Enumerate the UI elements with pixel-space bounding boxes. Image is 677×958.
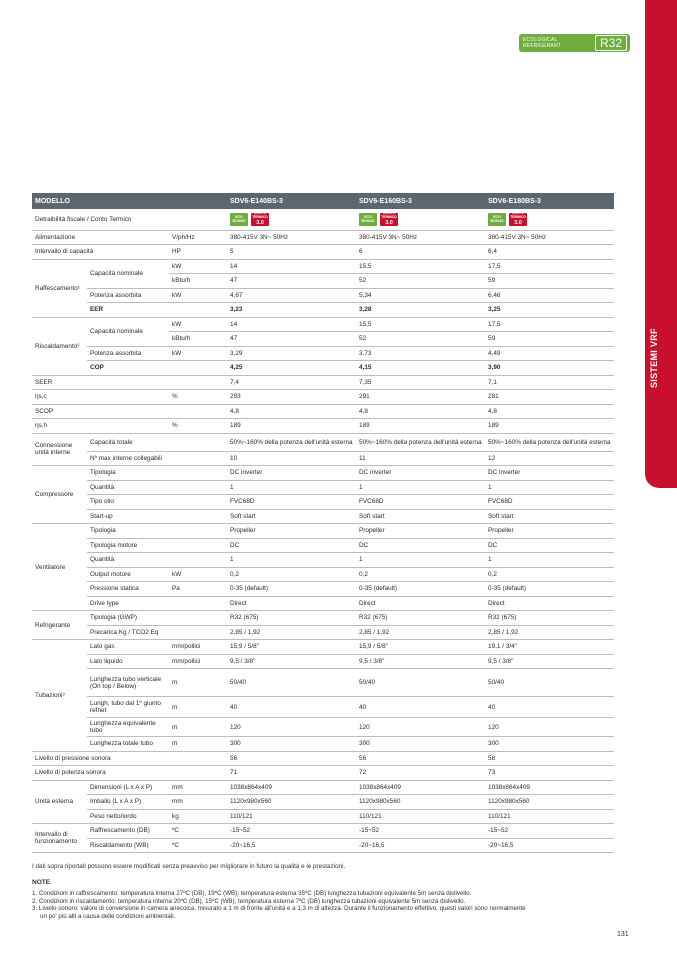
incentive-badges: [230, 213, 354, 226]
table-row: Livello di pressione sonora 56 56 58: [32, 751, 614, 766]
row-label: Detraibilità fiscale / Conto Termico: [32, 209, 227, 230]
notes-list: [32, 890, 612, 920]
group-label: Unità esterna: [32, 780, 87, 824]
table-row: Lunghezza equivalente tubo m 120 120 120: [32, 718, 614, 737]
table-row: Riscaldamento (WB) ºC -20~16,5 -20~16,5 -20~16,5: [32, 838, 614, 853]
side-red-band: [645, 0, 677, 488]
note-item: 3. Livello sonoro: valore di conversione in camera anecoica, misurato a 1 m di fronte all'unità e a 1,3 m di altezza. Durante il funzionamento effettivo, questi valori sono normalmente: [32, 905, 526, 913]
table-row: Raffescamento¹ Capacità nominale kW 14 15,5 17,5: [32, 259, 614, 274]
group-label: Raffescamento¹: [32, 259, 87, 317]
table-row: Unità esterna Dimensioni (L x A x P) mm 1038x864x409 1038x864x409 1038x864x409: [32, 780, 614, 795]
table-row: Compressore Tipologia DC inverter DC inverter DC inverter: [32, 466, 614, 481]
header-model-2: SDV6-E160BS-3: [356, 193, 485, 209]
table-row: COP 4,25 4,15 3,90: [32, 361, 614, 376]
table-row: Potenza assorbita kW 3,29 3,73 4,49: [32, 346, 614, 361]
table-row: Connessione unità interne Capacità totale 50%~160% della potenza dell'unità esterna 50%~160% della potenza dell'unità esterna 50%~160% della potenza dell'unità esterna: [32, 433, 614, 451]
table-row: Intervallo di funzionamento Raffrescamento (DB) ºC -15~52 -15~52 -15~52: [32, 824, 614, 839]
table-row: Tubazioni³ Lato gas mm/pollici 15,9 / 5/8" 15,9 / 5/8" 19,1 / 3/4": [32, 640, 614, 655]
group-label: Tubazioni³: [32, 640, 87, 752]
page-number: 131: [617, 931, 629, 938]
note-item: un po' più alti a causa delle condizioni ambientali.: [40, 912, 176, 920]
table-row: Quantità 1 1 1: [32, 480, 614, 495]
r32-label: R32: [595, 35, 627, 51]
table-row: SEER 7,4 7,35 7,1: [32, 375, 614, 390]
table-row: Tipologia motore DC DC DC: [32, 538, 614, 553]
table-row: kBtu/h 47 52 59: [32, 332, 614, 347]
group-label: Connessione unità interne: [32, 433, 87, 466]
eco-line-1: ECOLOGICAL: [523, 37, 558, 43]
ecological-refrigerant-badge: [519, 34, 630, 52]
table-header-row: [32, 193, 614, 209]
group-label: Compressore: [32, 466, 87, 524]
table-row: Peso netto/lordo kg 110/121 110/121 110/121: [32, 809, 614, 824]
header-model-3: SDV6-E180BS-3: [485, 193, 614, 209]
table-row: Lungh. tubo dal 1º giunto refnet m 40 40 40: [32, 697, 614, 718]
table-row: Lato liquido mm/pollici 9,5 / 3/8" 9,5 / 3/8" 9,5 / 3/8": [32, 654, 614, 669]
table-row: Precarica Kg / TCO2 Eq 2,85 / 1,92 2,85 / 1,92 2,85 / 1,92: [32, 625, 614, 640]
eco-line-2: REFRIGERANT: [523, 43, 562, 49]
table-row: Imballo (L x A x P) mm 1120x980x560 1120x980x560 1120x980x560: [32, 795, 614, 810]
table-row: Riscaldamento² Capacità nominale kW 14 15,5 17,5: [32, 317, 614, 332]
header-model: MODELLO: [32, 193, 227, 209]
group-label: Riscaldamento²: [32, 317, 87, 375]
table-row: Intervallo di capacità HP 5 6 6,4: [32, 245, 614, 260]
table-row: Refrigerante Tipologia (GWP) R32 (675) R32 (675) R32 (675): [32, 611, 614, 626]
note-item: 2. Condizioni in riscaldamento: temperatura interna 20ºC (DB), 15ºC (WB); temperatura esterna 7ºC (DB) lunghezza tubazioni equivalente 5m senza dislivello.: [32, 897, 466, 905]
table-row: Output motore kW 0,2 0,2 0,2: [32, 567, 614, 582]
header-model-1: SDV6-E140BS-3: [227, 193, 356, 209]
eco-bonus-icon: ECO BONUS: [488, 213, 506, 226]
table-row: kBtu/h 47 52 59: [32, 274, 614, 289]
incentive-badges: [488, 213, 612, 226]
group-label: Refrigerante: [32, 611, 87, 640]
table-row: Lunghezza totale tubo m 300 300 300: [32, 737, 614, 752]
incentive-badges: [359, 213, 483, 226]
table-row: ηs,h % 189 189 189: [32, 419, 614, 434]
eco-bonus-icon: ECO BONUS: [230, 213, 248, 226]
eco-bonus-icon: ECO BONUS: [359, 213, 377, 226]
table-row: Alimentazione V/ph/Hz 380-415V 3N~ 50Hz 380-415V 3N~ 50Hz 380-415V 3N~ 50Hz: [32, 230, 614, 245]
table-row: [32, 209, 614, 230]
conto-termico-icon: CONTO TERMICO 3.0: [252, 211, 268, 227]
group-label: Intervallo di funzionamento: [32, 824, 87, 853]
table-row: Livello di potenza sonora 71 72 73: [32, 766, 614, 781]
table-row: Pressione statica Pa 0-35 (default) 0-35 (default) 0-35 (default): [32, 582, 614, 597]
table-row: Lunghezza tubo verticale (On top / Below) m 50/40 50/40 50/40: [32, 669, 614, 697]
table-row: ηs,c % 293 291 281: [32, 390, 614, 405]
table-row: EER 3,23 3,28 3,25: [32, 303, 614, 318]
notes-title: NOTE: [32, 879, 51, 886]
table-row: Drive type Direct Direct Direct: [32, 596, 614, 611]
table-row: Start-up Soft start Soft start Soft start: [32, 509, 614, 524]
table-row: Ventilatore Tipologia Propeller Propeller Propeller: [32, 524, 614, 539]
group-label: Ventilatore: [32, 524, 87, 611]
note-item: 1. Condizioni in raffrescamento: temperatura interna 27ºC (DB), 19ºC (WB); temperatura esterna 35ºC (DB) lunghezza tubazioni equivalente 5m senza dislivello.: [32, 890, 472, 897]
table-row: Quantità 1 1 1: [32, 553, 614, 568]
conto-termico-icon: CONTO TERMICO 3.0: [381, 211, 397, 227]
table-row: SCOP 4,8 4,8 4,8: [32, 404, 614, 419]
table-row: Nº max interne collegabili 10 11 12: [32, 451, 614, 466]
table-row: Tipo olio FVC68D FVC68D FVC68D: [32, 495, 614, 510]
spec-table: [32, 193, 614, 853]
table-row: Potenza assorbita kW 4,67 5,34 6,46: [32, 288, 614, 303]
disclaimer-text: I dati sopra riportati possono essere modificati senza preavviso per migliorare in futuro la qualità e le prestazioni.: [32, 863, 346, 870]
conto-termico-icon: CONTO TERMICO 3.0: [510, 211, 526, 227]
